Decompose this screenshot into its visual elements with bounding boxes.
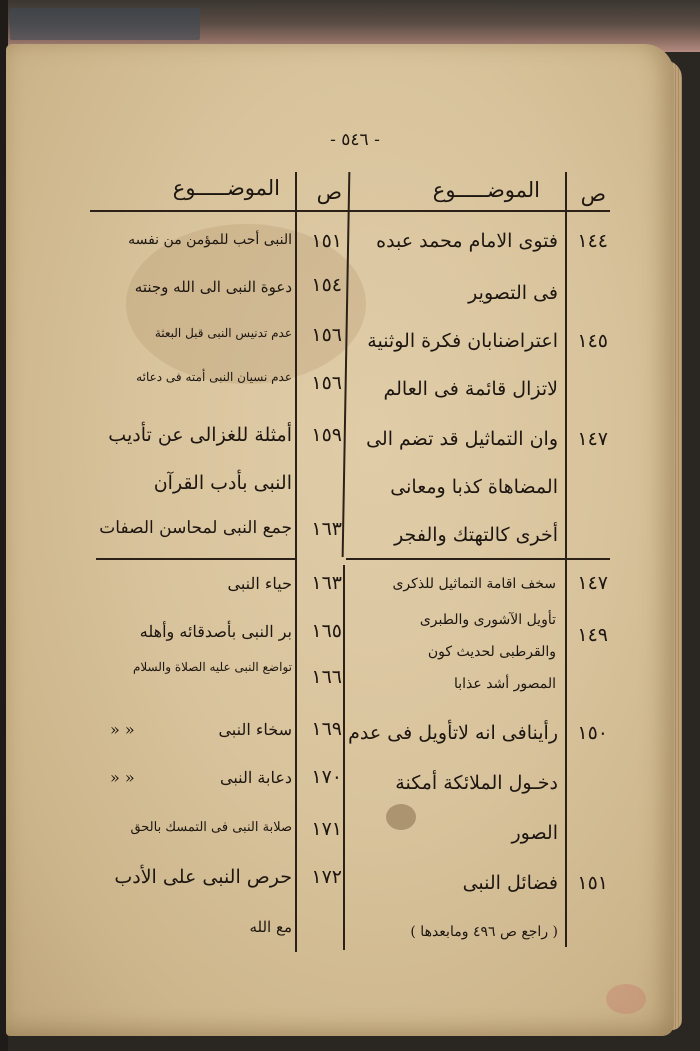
right-entry-line: المضاهاة كذبا ومعانى xyxy=(390,476,558,498)
ditto-marks: » » xyxy=(110,720,135,739)
left-entry-topic: النبى أحب للمؤمن من نفسه xyxy=(128,232,292,248)
ditto-marks: » » xyxy=(110,768,135,787)
left-entry-topic: مع الله xyxy=(249,918,292,936)
paper-spot xyxy=(386,804,416,830)
right-entry-line: لاتزال قائمة فى العالم xyxy=(383,378,558,400)
left-entry-page: ١٦٥ xyxy=(311,620,342,642)
cover-label-band xyxy=(10,8,200,40)
right-entry-page: ١٤٧ xyxy=(577,428,608,450)
right-entry-line: المصور أشد عذابا xyxy=(453,676,556,692)
left-entry-topic: سخاء النبى xyxy=(218,720,292,739)
right-entry-page: ١٤٥ xyxy=(577,330,608,352)
right-entry-page: ١٤٧ xyxy=(577,572,608,594)
right-entry-line: سخف اقامة التماثيل للذكرى xyxy=(392,576,556,592)
left-entry-topic: أمثلة للغزالى عن تأديب xyxy=(108,424,292,446)
left-entry-page: ١٦٣ xyxy=(311,572,342,594)
right-entry-page: ١٤٤ xyxy=(577,230,608,252)
left-entry-page: ١٥١ xyxy=(311,230,342,252)
left-entry-page: ١٦٦ xyxy=(311,666,342,688)
left-entry-page: ١٥٦ xyxy=(311,372,342,394)
left-entry-topic: تواضع النبى عليه الصلاة والسلام xyxy=(132,660,292,674)
left-entry-page: ١٦٩ xyxy=(311,718,342,740)
right-entry-line: فتوى الامام محمد عبده xyxy=(376,230,558,252)
left-entry-topic: النبى بأدب القرآن xyxy=(153,472,292,494)
right-entry-line: الصور xyxy=(511,822,558,844)
left-entry-page: ١٧١ xyxy=(311,818,342,840)
left-entry-page: ١٥٤ xyxy=(311,274,342,296)
left-entry-topic: حرص النبى على الأدب xyxy=(114,866,292,888)
header-topic-right: الموضـــــوع xyxy=(432,178,540,202)
header-page-col-right: ص xyxy=(580,182,606,206)
left-entry-topic: عدم تدنيس النبى قبل البعثة xyxy=(154,326,292,340)
reference-note: ( راجع ص ٤٩٦ ومابعدها ) xyxy=(410,924,558,940)
left-entry-page: ١٥٩ xyxy=(311,424,342,446)
left-entry-page: ١٥٦ xyxy=(311,324,342,346)
left-entry-topic: جمع النبى لمحاسن الصفات xyxy=(99,518,292,538)
column-rule-center-lower xyxy=(343,565,345,950)
right-entry-line: دخـول الملائكة أمكنة xyxy=(395,772,558,794)
right-entry-line: اعتراضنابان فكرة الوثنية xyxy=(367,330,558,352)
column-rule-left-page xyxy=(295,172,297,952)
left-entry-page: ١٦٣ xyxy=(311,518,342,540)
right-entry-line: أخرى كالتهتك والفجر xyxy=(394,524,558,546)
left-entry-topic: بر النبى بأصدقائه وأهله xyxy=(139,622,292,641)
right-entry-page: ١٥٠ xyxy=(577,722,608,744)
header-topic-left: الموضـــــوع xyxy=(172,176,280,200)
right-entry-line: والقرطبى لحديث كون xyxy=(427,644,556,660)
header-rule xyxy=(90,210,610,212)
left-entry-topic: عدم نسيان النبى أمته فى دعائه xyxy=(136,370,292,384)
left-entry-page: ١٧٠ xyxy=(311,766,342,788)
page-number: - ٥٤٦ - xyxy=(330,130,380,150)
right-entry-line: فى التصوير xyxy=(468,282,558,304)
paper-stain-red xyxy=(606,984,646,1014)
right-entry-line: رأينافى انه لاتأويل فى عدم xyxy=(348,722,558,744)
right-entry-page: ١٥١ xyxy=(577,872,608,894)
section-rule-left xyxy=(96,558,296,560)
left-entry-topic: حياء النبى xyxy=(227,574,292,593)
left-entry-topic: دعوة النبى الى الله وجنته xyxy=(134,278,292,296)
left-entry-page: ١٧٢ xyxy=(311,866,342,888)
section-rule xyxy=(346,558,610,560)
right-entry-line: وان التماثيل قد تضم الى xyxy=(366,428,558,450)
header-page-col-left: ص xyxy=(316,180,342,204)
right-entry-page: ١٤٩ xyxy=(577,624,608,646)
right-entry-line: تأويل الآشورى والطبرى xyxy=(419,612,556,628)
left-entry-topic: صلابة النبى فى التمسك بالحق xyxy=(130,820,292,835)
right-entry-line: فضائل النبى xyxy=(462,872,558,894)
left-entry-topic: دعابة النبى xyxy=(220,768,292,787)
